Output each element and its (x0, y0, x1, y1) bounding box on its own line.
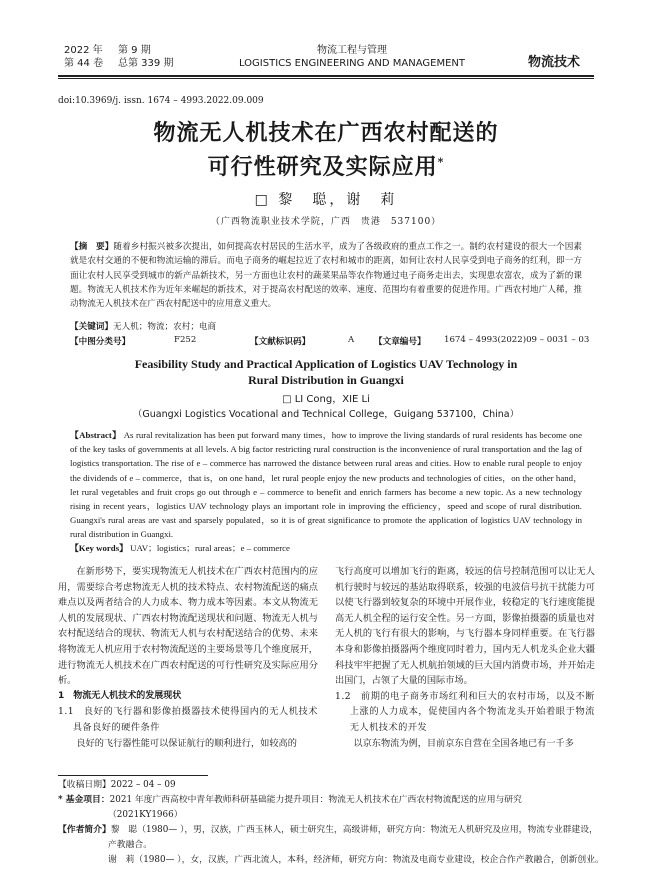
affiliation-en: （Guangxi Logistics Vocational and Technical College，Guigang 537100，China） (132, 409, 520, 420)
bio-1-continued: 产教融合。 (108, 840, 152, 850)
footnotes (58, 778, 604, 868)
section-label: 物流技术 (528, 55, 581, 70)
body-paragraph: 良好的飞行器性能可以保证航行的顺利进行，如较高的 (76, 737, 297, 749)
body-column-right (335, 564, 595, 751)
authors: □ 黎 聪，谢 莉 (254, 192, 398, 208)
header-rule-thin (58, 78, 594, 79)
bio-1-text: 黎 聪（1980— ），男，汉族，广西玉林人，硕士研究生，高级讲师，研究方向：物流无人机研究及应用，物流专业群建设， (110, 825, 598, 835)
subsection-heading-1-2: 1.2 前期的电子商务市场红利和巨大的农村市场，以及不断上涨的人力成本，促使国内各个物流龙头开始着眼于物流无人机技术的开发 (335, 690, 595, 733)
fund-info (58, 793, 594, 808)
year: 2022 年 (64, 45, 103, 56)
article-number-value: 1674 – 4993(2022)09 – 0031 – 03 (444, 335, 590, 345)
fund-code: （2021KY1966） (108, 810, 183, 820)
author-bio-1 (58, 823, 598, 838)
abstract-en-label: 【Abstract】 (70, 430, 122, 440)
abstract-en-text: As rural revitalization has been put forward many times，how to improve the living standards of rural residents has become one of the key tasks of governments at all levels. A big factor restricting rural construction is the inconvenience of rural transportation and the lag of logistics transportation. The rise of e – commerce has narrowed the distance between rural areas and cities. How to enable rural people to enjoy the dividends of e – commerce，that is，on one hand，let rural people enjoy the new products and technologies of cities，on the other hand，let rural vegetables and fruit crops go out through e – commerce to benefit and enrich farmers has become a new topic. As a new technology rising in recent years，logistics UAV technology plays an important role in improving the efficiency，speed and scope of rural distribution. Guangxi's rural areas are vast and sparsely populated，so it is of great significance to promote the application of logistics UAV technology in rural distribution in Guangxi. (70, 430, 582, 540)
footnote-rule (58, 775, 208, 776)
body-paragraph: 在新形势下，要实现物流无人机技术在广西农村范围内的应用，需要综合考虑物流无人机的技术特点、农村物流配送的痛点难点以及两者结合的人力成本、物力成本等因素。本文从物流无人机的发展现状、广西农村物流配送现状和问题、物流无人机与农村配送结合的现状、物流无人机与农村配送结合的优势、未来将物流无人机应用于农村物流配送的主要场景等几个维度展开，进行物流无人机技术在广西农村配送的可行性研究及实际应用分析。 (58, 566, 318, 687)
volume: 第 44 卷 (64, 58, 104, 69)
article-number-label: 【文章编号】 (374, 337, 426, 347)
bio-label: 【作者简介】 (58, 825, 111, 835)
clc-label: 【中图分类号】 (70, 337, 131, 347)
title-en-line-1: Feasibility Study and Practical Application of Logistics UAV Technology in (134, 357, 518, 371)
title-line-1: 物流无人机技术在广西农村配送的 (153, 120, 499, 146)
fund-text: 2021 年度广西高校中青年教师科研基础能力提升项目：物流无人机技术在广西农村物流配送的应用与研究 (109, 795, 522, 805)
total-issue: 总第 339 期 (118, 58, 174, 69)
doi[interactable]: doi:10.3969/j. issn. 1674 – 4993.2022.09.009 (58, 96, 264, 106)
abstract-cn (70, 240, 582, 311)
doc-code-label: 【文献标识码】 (250, 337, 311, 347)
doc-code-value: A (348, 335, 355, 345)
affiliation: （广西物流职业技术学院，广西 贵港 537100） (210, 217, 442, 227)
keywords-en-label: 【Key words】 (70, 543, 128, 553)
authors-en: □ LI Cong，XIE Li (282, 394, 370, 405)
keywords-en-text: UAV；logistics；rural areas；e – commerce (127, 543, 290, 553)
keywords-en (70, 541, 290, 554)
title-en-line-2: Rural Distribution in Guangxi (248, 373, 404, 387)
received-date: 【收稿日期】2022 – 04 – 09 (58, 780, 176, 790)
title-line-2 (58, 150, 594, 181)
keywords-cn (70, 320, 216, 332)
body-paragraph: 飞行高度可以增加飞行的距离，较远的信号控制范围可以让无人机行驶时与较远的基站取得联系，较强的电波信号抗干扰能力可以使飞行器到较复杂的环境中开展作业，较稳定的飞行速度能提高无人机全程的运行安全性。另一方面，影像拍摄器的质量也对无人机的飞行有很大的影响，与飞行器本身同样重要。在飞行器本身和影像拍摄器两个维度同时着力，国内无人机龙头企业大疆科技牢牢把握了无人机航拍领域的巨大国内消费市场，并开始走出国门，占领了大量的国际市场。 (335, 566, 595, 687)
abstract-cn-text: 随着乡村振兴被多次提出，如何提高农村居民的生活水平，成为了各级政府的重点工作之一。制约农村建设的很大一个因素就是农村交通的不便和物流运输的滞后。而电子商务的崛起拉近了农村和城市的距离，如何让农村人民享受到电子商务的红利，即一方面让农村人民享受到城市的新产品新技术，另一方面也让农村的蔬菜果品等农作物通过电子商务走出去，实现患农富农，成为了新的课题。物流无人机技术作为近年来崛起的新技术，对于提高农村配送的效率、速度、范围均有着重要的促进作用。广西农村地广人稀，推动物流无人机技术在广西农村配送中的应用意义重大。 (70, 242, 582, 310)
journal-name-en: LOGISTICS ENGINEERING AND MANAGEMENT (238, 58, 466, 69)
body-paragraph: 以京东物流为例，目前京东自营在全国各地已有一千多 (353, 737, 574, 749)
title-line-2-text: 可行性研究及实际应用 (207, 154, 438, 180)
keywords-cn-text: 无人机；物流；农村；电商 (112, 322, 217, 332)
section-heading-1: 1 物流无人机技术的发展现状 (58, 690, 182, 701)
title-footnote-mark: * (437, 155, 445, 169)
clc-value: F252 (174, 335, 197, 345)
keywords-cn-label: 【关键词】 (70, 322, 113, 332)
abstract-cn-label: 【摘 要】 (70, 242, 114, 252)
header-rule-thick (58, 75, 594, 77)
body-column-left (58, 564, 318, 751)
abstract-en (70, 428, 582, 542)
journal-name-cn: 物流工程与管理 (317, 45, 387, 56)
issue-info (64, 44, 173, 70)
fund-label: * 基金项目： (58, 795, 110, 805)
author-bio-2: 谢 莉（1980— ），女，汉族，广西北流人，本科，经济师，研究方向：物流及电商专业建设，校企合作产教融合，创新创业。 (108, 855, 604, 865)
journal-name (222, 44, 482, 70)
issue: 第 9 期 (118, 45, 151, 56)
subsection-heading-1-1: 1.1 良好的飞行器和影像拍摄器技术使得国内的无人机技术具备良好的硬件条件 (58, 706, 318, 733)
